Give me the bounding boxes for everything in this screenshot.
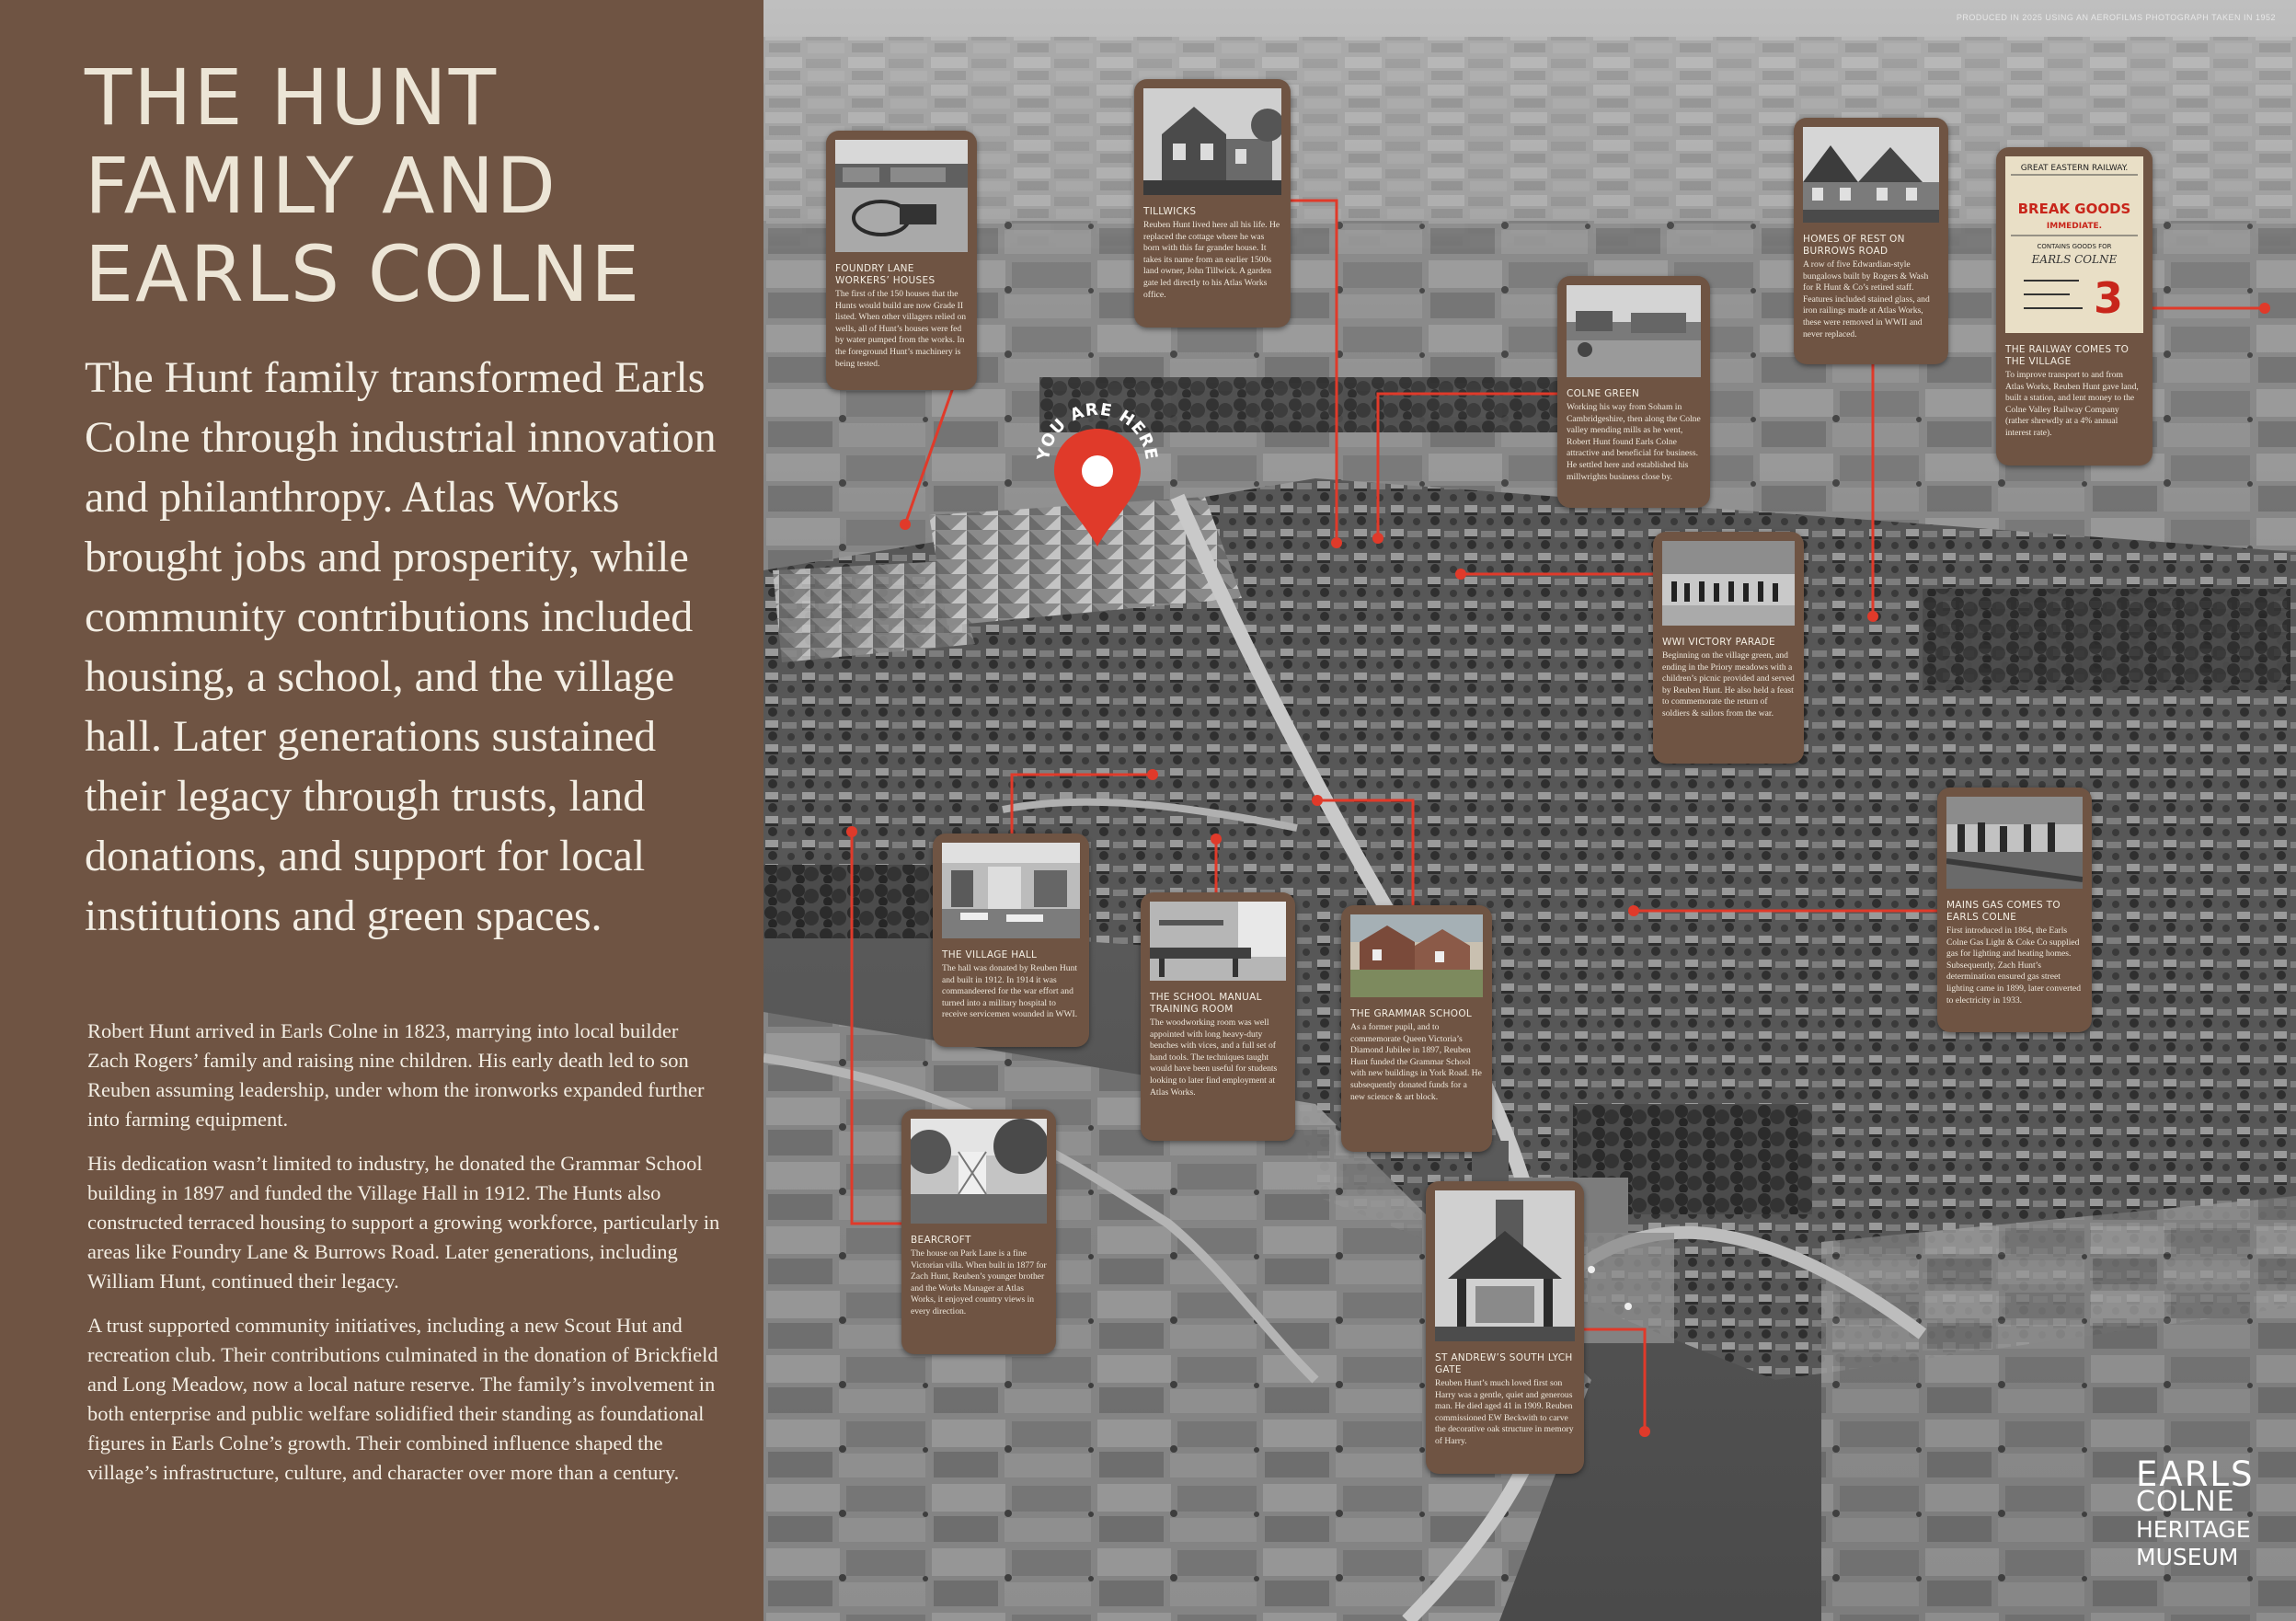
card-foundry-lane[interactable]: [826, 131, 977, 390]
colne-green-text: Working his way from Soham in Cambridgeshire, then along the Colne valley mending mills as he went, Robert Hunt found Earls Colne attractive and beneficial for business. He settled here and established his millwrights business close by.: [1567, 402, 1701, 482]
wwi-photo: [1662, 541, 1795, 626]
railway-title: THE RAILWAY COMES TO THE VILLAGE: [2005, 344, 2130, 367]
card-manual-training[interactable]: [1141, 892, 1295, 1141]
tillwicks-text: Reuben Hunt lived here all his life. He replaced the cottage where he was born with this far grander house. It takes its name from an earlier 1500s land owner, John Tillwick. A garden gate led directly to his Atlas Works office.: [1143, 220, 1280, 300]
railway-text: To improve transport to and from Atlas Works, Reuben Hunt gave land, built a station, and lent money to the Colne Valley Railway Company (rather shrewdly at a 4% annual interest rate).: [2005, 370, 2139, 438]
title-line-2: FAMILY AND: [85, 141, 557, 231]
card-village-hall[interactable]: [933, 833, 1089, 1047]
grammar-school-photo: [1350, 914, 1483, 997]
manual-training-title: THE SCHOOL MANUAL TRAINING ROOM: [1150, 992, 1262, 1015]
card-grammar-school[interactable]: [1341, 905, 1492, 1152]
title-line-3: EARLS COLNE: [85, 229, 642, 319]
village-hall-photo: [942, 843, 1080, 938]
village-hall-title: THE VILLAGE HALL: [942, 949, 1038, 960]
museum-logo: [2136, 1454, 2255, 1571]
lych-gate-title: ST ANDREW’S SOUTH LYCH GATE: [1435, 1352, 1573, 1375]
homes-photo: [1803, 127, 1939, 223]
colne-green-title: COLNE GREEN: [1567, 388, 1640, 399]
homes-title: HOMES OF REST ON BURROWS ROAD: [1803, 234, 1905, 257]
colne-green-photo: [1567, 285, 1701, 377]
body-text: [87, 1017, 722, 1502]
you-are-here-label: YOU ARE HERE: [1033, 399, 1162, 462]
foundry-title: FOUNDRY LANE WORKERS’ HOUSES: [835, 263, 936, 286]
manual-training-text: The woodworking room was well appointed with long heavy-duty benches with vices, and a full set of hand tools. The techniques taught would have been useful for students looking to later find employment at Atlas Works.: [1150, 1017, 1278, 1098]
mains-gas-photo: [1946, 797, 2083, 889]
tillwicks-title: TILLWICKS: [1143, 206, 1197, 217]
ticket-number: 3: [2093, 273, 2124, 323]
bearcroft-title: BEARCROFT: [911, 1235, 971, 1246]
intro-text: The Hunt family transformed Earls Colne through industrial innovation and philanthropy. Atlas Works brought jobs and prosperity, while community contributions included housing, a school, and the village hall. Later generations sustained their legacy through trusts, land donations, and support for local institutions and green spaces.: [85, 353, 717, 940]
card-railway[interactable]: [1996, 147, 2152, 466]
card-bearcroft[interactable]: [901, 1109, 1056, 1354]
body-paragraph-1: Robert Hunt arrived in Earls Colne in 1823, marrying into local builder Zach Rogers’ family and raising nine children. His early death led to son Reuben assuming leadership, under whom the ironworks expanded further into farming equipment.: [87, 1019, 705, 1131]
card-lych-gate[interactable]: [1426, 1181, 1584, 1474]
photo-credit: PRODUCED IN 2025 USING AN AEROFILMS PHOTOGRAPH TAKEN IN 1952: [1956, 13, 2276, 22]
body-paragraph-3: A trust supported community initiatives, including a new Scout Hut and recreation club. Their contributions culminated in the donation of Brickfield and Long Meadow, now a local nature reserve. The family’s involvement in both enterprise and public welfare solidified their standing as foundational figures in Earls Colne’s growth. Their combined influence shaped the village’s infrastructure, culture, and character over more than a century.: [87, 1314, 718, 1484]
you-are-here-pin: [1028, 392, 1166, 558]
foundry-text: The first of the 150 houses that the Hunts would build are now Grade II listed. When other villagers relied on wells, all of Hunt’s houses were fed by water pumped from the works. In the foreground Hunt’s machinery is being tested.: [835, 289, 967, 369]
body-paragraph-2: His dedication wasn’t limited to industry, he donated the Grammar School building in 1897 and funded the Village Hall in 1912. The Hunts also constructed terraced housing to support a growing workforce, particularly in areas like Foundry Lane & Burrows Road. Later generations, including William Hunt, continued their legacy.: [87, 1152, 720, 1293]
ticket-destination: EARLS COLNE: [2031, 253, 2118, 266]
page-title: [85, 53, 747, 318]
logo-line-2: COLNE: [2136, 1486, 2235, 1518]
logo-line-3: HERITAGE: [2136, 1516, 2251, 1543]
ticket-company: GREAT EASTERN RAILWAY.: [2020, 164, 2129, 173]
title-line-1: THE HUNT: [85, 52, 499, 143]
grammar-school-title: THE GRAMMAR SCHOOL: [1350, 1008, 1473, 1019]
ticket-immediate: IMMEDIATE.: [2046, 222, 2103, 231]
lych-gate-photo: [1435, 1190, 1575, 1341]
railway-ticket: [2005, 156, 2143, 333]
mains-gas-text: First introduced in 1864, the Earls Colne Gas Light & Coke Co supplied gas for lighting and heating homes. Subsequently, Zach Hunt’s determination ensured gas street lighting came in 1899, later converted to electricity in 1933.: [1946, 925, 2081, 1006]
village-hall-text: The hall was donated by Reuben Hunt and built in 1912. In 1914 it was commandeered for the war effort and turned into a military hospital to receive servicemen wounded in WWI.: [942, 963, 1078, 1020]
bearcroft-photo: [911, 1119, 1047, 1224]
logo-line-4: MUSEUM: [2136, 1544, 2239, 1570]
card-tillwicks[interactable]: [1134, 79, 1291, 328]
lych-gate-text: Reuben Hunt’s much loved first son Harry was a gentle, quiet and generous man. He died aged 41 in 1909. Reuben commissioned EW Beckwith to carve the decorative oak structure in memory of Harry.: [1435, 1378, 1574, 1446]
tillwicks-photo: [1143, 88, 1281, 195]
wwi-text: Beginning on the village green, and ending in the Priory meadows with a children’s picnic provided and served by Reuben Hunt. He also held a feast to commemorate the return of soldiers & sailors from the war.: [1662, 650, 1795, 719]
ticket-break-goods: BREAK GOODS: [2017, 201, 2131, 217]
card-homes-of-rest[interactable]: [1794, 118, 1948, 364]
foundry-photo: [835, 140, 968, 252]
logo-line-1: EARLS: [2136, 1454, 2255, 1494]
ticket-contains: CONTAINS GOODS FOR: [2037, 243, 2112, 250]
wwi-title: WWI VICTORY PARADE: [1662, 637, 1775, 648]
grammar-school-text: As a former pupil, and to commemorate Queen Victoria’s Diamond Jubilee in 1897, Reuben Hunt funded the Grammar School with new buildings in York Road. He subsequently donated funds for a new science & art block.: [1350, 1022, 1482, 1102]
bearcroft-text: The house on Park Lane is a fine Victorian villa. When built in 1877 for Zach Hunt, Reuben’s younger brother and the Works Manager at Atlas Works, it enjoyed country views in every direction.: [911, 1248, 1047, 1316]
card-wwi-parade[interactable]: [1653, 532, 1804, 764]
info-panel: [0, 0, 763, 1621]
card-colne-green[interactable]: [1557, 276, 1710, 508]
manual-training-photo: [1150, 902, 1286, 981]
mains-gas-title: MAINS GAS COMES TO EARLS COLNE: [1946, 900, 2061, 923]
homes-text: A row of five Edwardian-style bungalows built by Rogers & Wash for R Hunt & Co’s retired staff. Features included stained glass, and iron railings made at Atlas Works, these were removed in WWII and never replaced.: [1803, 259, 1930, 339]
card-mains-gas[interactable]: [1937, 788, 2092, 1032]
